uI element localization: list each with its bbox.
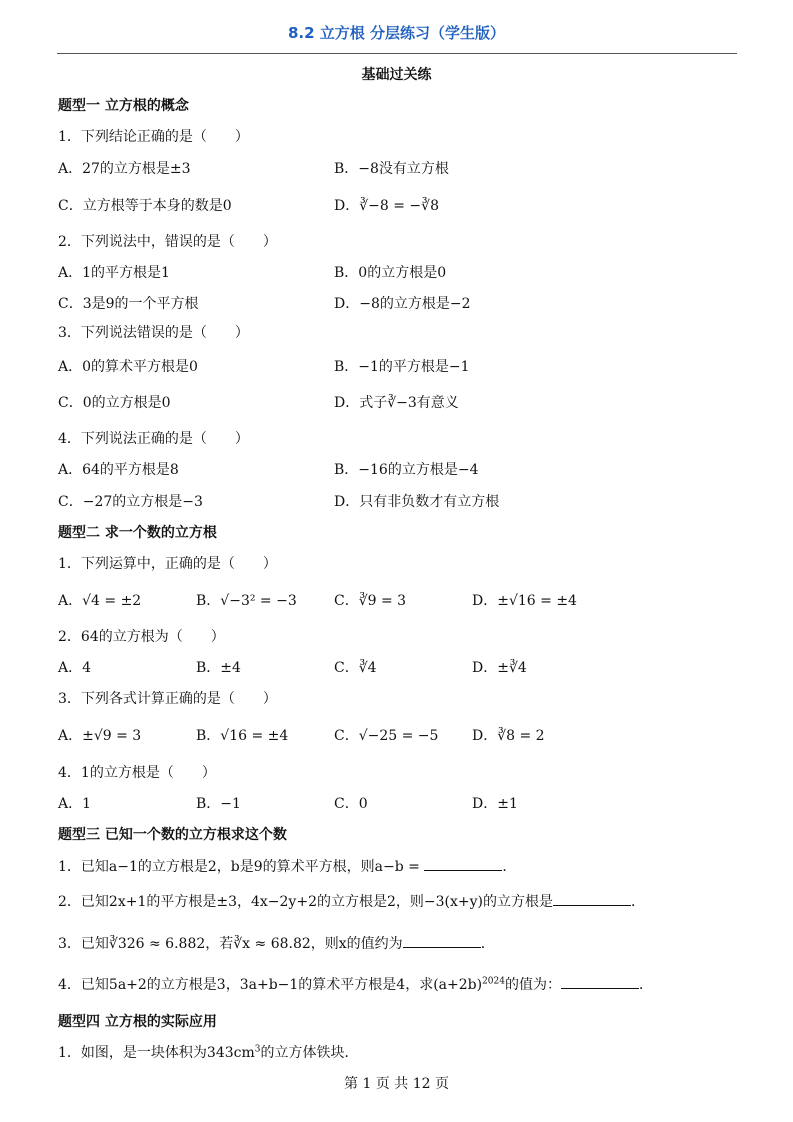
option-b: B．−8没有立方根 — [334, 161, 449, 177]
document-header: 8.2 立方根 分层练习（学生版） — [287, 24, 506, 42]
question-tail: ． — [630, 894, 645, 910]
answer-blank[interactable] — [424, 858, 502, 871]
question-stem: 2．已知2x+1的平方根是±3，4x−2y+2的立方根是2，则−3(x+y)的立方根是 — [58, 894, 553, 910]
option-b: B．±4 — [196, 660, 241, 676]
option-c: C．−27的立方根是−3 — [58, 494, 203, 510]
option-a: A．1 — [58, 796, 92, 812]
question-stem: 2．64的立方根为（ ） — [58, 629, 225, 645]
question-stem: 4．已知5a+2的立方根是3，3a+b−1的算术平方根是4，求(a+2b) — [58, 977, 483, 993]
answer-blank[interactable] — [553, 893, 631, 906]
exponent: 2024 — [482, 976, 505, 987]
question-stem: 4．1的立方根是（ ） — [58, 765, 216, 781]
option-a: A．√4 = ±2 — [58, 593, 142, 609]
option-a: A．64的平方根是8 — [58, 462, 179, 478]
answer-blank[interactable] — [403, 935, 481, 948]
header-rule — [57, 53, 737, 54]
option-d: D．只有非负数才有立方根 — [334, 494, 500, 510]
page-footer: 第 1 页 共 12 页 — [344, 1076, 449, 1092]
option-d: D．±1 — [472, 796, 518, 812]
option-b: B．−1 — [196, 796, 241, 812]
fill-question — [58, 856, 516, 876]
section-heading: 题型三 已知一个数的立方根求这个数 — [58, 827, 287, 843]
option-c: C．∛9 = 3 — [334, 593, 407, 609]
question-stem: 3．下列说法错误的是（ ） — [58, 325, 249, 341]
fill-question — [58, 933, 495, 953]
section-title: 基础过关练 — [361, 67, 432, 83]
option-d: D．∛8 = 2 — [472, 728, 545, 744]
question-stem: 1．下列运算中，正确的是（ ） — [58, 556, 277, 572]
answer-blank[interactable] — [561, 976, 639, 989]
option-a: A．27的立方根是±3 — [58, 161, 191, 177]
question-stem: 3．下列各式计算正确的是（ ） — [58, 691, 277, 707]
option-d: D．±∛4 — [472, 660, 527, 676]
option-a: A．4 — [58, 660, 92, 676]
option-a: A．1的平方根是1 — [58, 265, 170, 281]
option-b: B．√16 = ±4 — [196, 728, 289, 744]
option-c: C．0 — [334, 796, 368, 812]
question-stem-cont: 的值为： — [504, 977, 561, 993]
option-b: B．−16的立方根是−4 — [334, 462, 479, 478]
question-stem: 2．下列说法中，错误的是（ ） — [58, 234, 277, 250]
option-d: D．−8的立方根是−2 — [334, 296, 471, 312]
exponent: 3 — [254, 1044, 261, 1055]
option-c: C．∛4 — [334, 660, 377, 676]
option-b: B．√−3² = −3 — [196, 593, 297, 609]
option-c: C．立方根等于本身的数是0 — [58, 198, 232, 214]
section-heading: 题型一 立方根的概念 — [58, 98, 189, 114]
question-stem-cont: 的立方体铁块． — [260, 1045, 359, 1061]
question-tail: ． — [502, 859, 517, 875]
option-b: B．0的立方根是0 — [334, 265, 447, 281]
section-heading: 题型四 立方根的实际应用 — [58, 1014, 217, 1030]
question-stem: 4．下列说法正确的是（ ） — [58, 431, 249, 447]
option-c: C．3是9的一个平方根 — [58, 296, 199, 312]
question-stem: 3．已知∛326 ≈ 6.882，若∛x ≈ 68.82，则x的值约为 — [58, 936, 403, 952]
question-stem-line — [58, 1042, 358, 1062]
fill-question — [58, 891, 645, 911]
option-d: D．式子∛−3有意义 — [334, 395, 459, 411]
option-c: C．0的立方根是0 — [58, 395, 171, 411]
option-d: D．∛−8 = −∛8 — [334, 198, 439, 214]
option-a: A．0的算术平方根是0 — [58, 359, 198, 375]
option-b: B．−1的平方根是−1 — [334, 359, 470, 375]
question-stem: 1．如图，是一块体积为343cm — [58, 1045, 255, 1061]
option-c: C．√−25 = −5 — [334, 728, 439, 744]
option-a: A．±√9 = 3 — [58, 728, 142, 744]
section-heading: 题型二 求一个数的立方根 — [58, 525, 217, 541]
fill-question — [58, 974, 653, 994]
question-tail: ． — [480, 936, 495, 952]
option-d: D．±√16 = ±4 — [472, 593, 577, 609]
question-tail: ． — [638, 977, 653, 993]
question-stem: 1．已知a−1的立方根是2，b是9的算术平方根，则a−b = — [58, 859, 425, 875]
question-stem: 1．下列结论正确的是（ ） — [58, 129, 249, 145]
